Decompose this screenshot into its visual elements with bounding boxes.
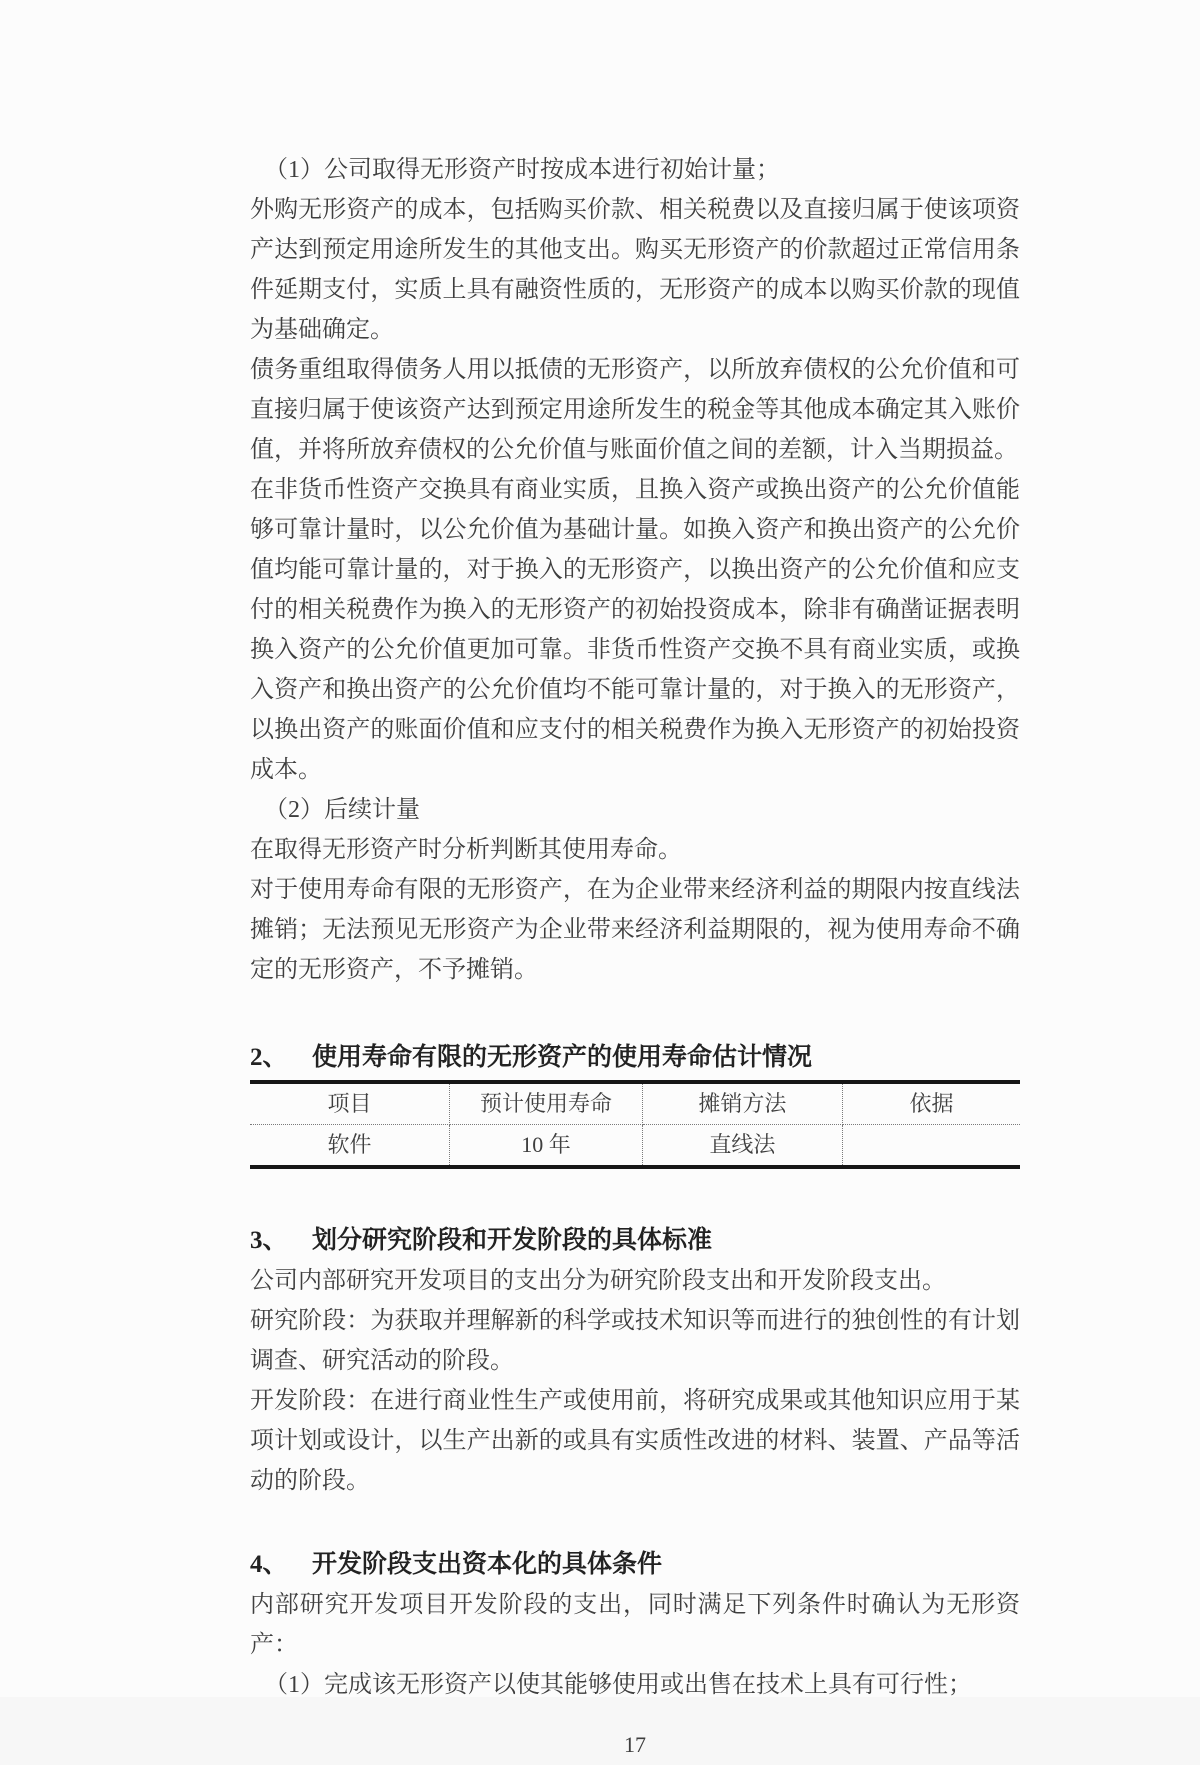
table-header-row bbox=[250, 1082, 1020, 1125]
section-4-number: 4、 bbox=[250, 1551, 288, 1578]
table-header-expected-life: 预计使用寿命 bbox=[450, 1082, 643, 1125]
section-3-heading bbox=[250, 1221, 1020, 1261]
paragraph-nonmonetary-exchange: 在非货币性资产交换具有商业实质，且换入资产或换出资产的公允价值能够可靠计量时，以公允价值为基础计量。如换入资产和换出资产的公允价值均能可靠计量的，对于换入的无形资产，以换出资产的公允价值和应支付的相关税费作为换入的无形资产的初始投资成本，除非有确凿证据表明换入资产的公允价值更加可靠。非货币性资产交换不具有商业实质，或换入资产和换出资产的公允价值均不能可靠计量的，对于换入的无形资产，以换出资产的账面价值和应支付的相关税费作为换入无形资产的初始投资成本。 bbox=[250, 477, 1020, 783]
section-2-heading bbox=[250, 1038, 1020, 1078]
table-cell-amortization-method: 直线法 bbox=[642, 1125, 842, 1168]
paragraph-amortization-policy: 对于使用寿命有限的无形资产，在为企业带来经济利益的期限内按直线法摊销；无法预见无形资产为企业带来经济利益期限的，视为使用寿命不确定的无形资产，不予摊销。 bbox=[250, 877, 1020, 983]
paragraph-initial-measurement: （1）公司取得无形资产时按成本进行初始计量； bbox=[264, 157, 780, 183]
paragraph-research-stage: 研究阶段：为获取并理解新的科学或技术知识等而进行的独创性的有计划调查、研究活动的阶段。 bbox=[250, 1308, 1020, 1374]
paragraph-debt-restructuring: 债务重组取得债务人用以抵债的无形资产，以所放弃债权的公允价值和可直接归属于使该资产达到预定用途所发生的税金等其他成本确定其入账价值，并将所放弃债权的公允价值与账面价值之间的差额，计入当期损益。 bbox=[250, 357, 1020, 463]
section-3-title: 划分研究阶段和开发阶段的具体标准 bbox=[312, 1227, 713, 1254]
section-4-heading bbox=[250, 1545, 1020, 1585]
section-3-number: 3、 bbox=[250, 1227, 288, 1254]
table-row bbox=[250, 1125, 1020, 1168]
paragraph-capitalization-conditions: 内部研究开发项目开发阶段的支出，同时满足下列条件时确认为无形资产： bbox=[250, 1592, 1020, 1658]
paragraph-development-stage: 开发阶段：在进行商业性生产或使用前，将研究成果或其他知识应用于某项计划或设计，以生产出新的或具有实质性改进的材料、装置、产品等活动的阶段。 bbox=[250, 1388, 1020, 1494]
paragraph-condition-1: （1）完成该无形资产以使其能够使用或出售在技术上具有可行性； bbox=[264, 1672, 972, 1698]
paragraph-subsequent-measurement-title: （2）后续计量 bbox=[264, 797, 420, 823]
table-header-amortization-method: 摊销方法 bbox=[642, 1082, 842, 1125]
page-number: 17 bbox=[624, 1732, 646, 1757]
section-2-title: 使用寿命有限的无形资产的使用寿命估计情况 bbox=[312, 1044, 813, 1071]
paragraph-useful-life-analysis: 在取得无形资产时分析判断其使用寿命。 bbox=[250, 837, 682, 863]
table-cell-expected-life: 10 年 bbox=[450, 1125, 643, 1168]
section-4-title: 开发阶段支出资本化的具体条件 bbox=[312, 1551, 663, 1578]
table-header-item: 项目 bbox=[250, 1082, 450, 1125]
page-content bbox=[250, 150, 1020, 1765]
paragraph-rd-expenditure-split: 公司内部研究开发项目的支出分为研究阶段支出和开发阶段支出。 bbox=[250, 1268, 946, 1294]
table-cell-item: 软件 bbox=[250, 1125, 450, 1168]
table-header-basis: 依据 bbox=[842, 1082, 1020, 1125]
useful-life-estimate-table bbox=[250, 1080, 1020, 1169]
section-2-number: 2、 bbox=[250, 1044, 288, 1071]
table-cell-basis bbox=[842, 1125, 1020, 1168]
paragraph-purchased-assets: 外购无形资产的成本，包括购买价款、相关税费以及直接归属于使该项资产达到预定用途所发生的其他支出。购买无形资产的价款超过正常信用条件延期支付，实质上具有融资性质的，无形资产的成本以购买价款的现值为基础确定。 bbox=[250, 197, 1020, 343]
